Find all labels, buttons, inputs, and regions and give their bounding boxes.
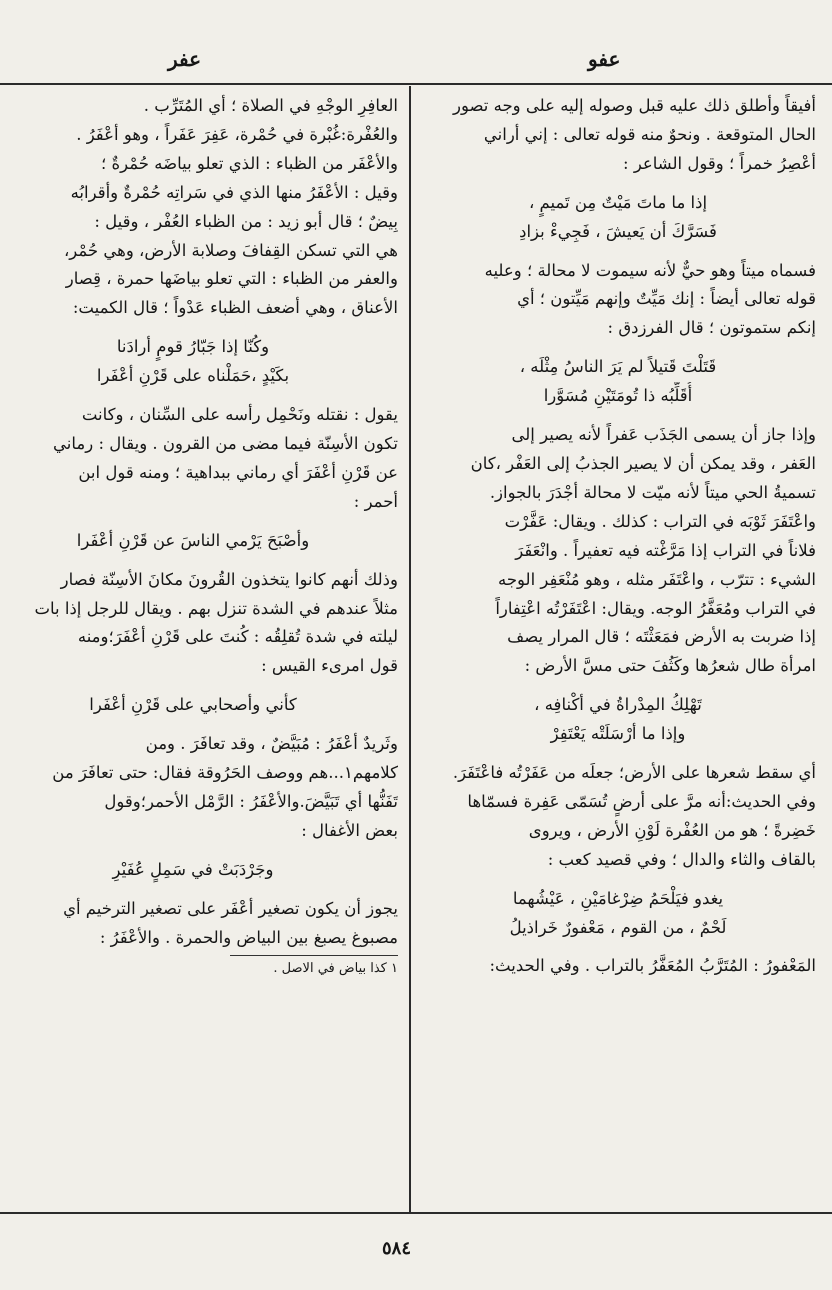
text-line: فسماه ميتاً وهو حيٌّ لأنه سيموت لا محالة ؛ وعليه	[484, 260, 816, 280]
text-line: بعض الأغفال :	[301, 820, 398, 840]
verse-line: أُقَلِّبُه ذا تُومَتَيْنِ مُسَوَّرا	[543, 386, 693, 406]
footnote-rule	[230, 955, 398, 956]
text-line: إنكم ستموتون ؛ قال الفرزدق :	[607, 318, 816, 338]
verse-line: لَحْمٌ ، من القوم ، مَعْفورٌ خَراذيلُ	[509, 917, 727, 937]
text-line: تسميةُ الحي ميتاً لأنه ميّت لا محالة أجْدَرَ بالجواز.	[489, 482, 816, 502]
text-line: هي التي تسكن القِفافَ وصلابة الأرض، وهي حُمْر،	[63, 240, 398, 260]
verse-line: تَهْلِكُ المِدْراةُ في أكْنافِه ،	[534, 695, 702, 715]
verse-line: وكُنّا إذا جَبّارُ قومٍ أرادَنا	[116, 337, 270, 357]
verse-line: كأني وأصحابي على قَرْنِ أعْفَرا	[89, 695, 297, 715]
text-line: والعُفْرة:غُبْرة في حُمْرة، عَفِرَ عَفَراً ، وهو أعْفَرُ .	[76, 124, 398, 144]
text-line: وإذا جاز أن يسمى الجَذَب عَفراً لأنه يصير إلى	[511, 425, 816, 445]
text-line: يقول : نقتله ونَحْمِل رأسه على السِّنان ، وكانت	[81, 405, 398, 425]
text-line: بِيضٌ ؛ قال أبو زيد : من الظباء العُفْر ، وقيل :	[94, 211, 398, 231]
text-line: العافِرِ الوجْهِ في الصلاة ؛ أي المُتَرِّب .	[143, 96, 398, 115]
text-line: وفي الحديث:أنه مرَّ على أرضٍ تُسَمّى عَفِرة فسمّاها	[467, 791, 816, 811]
text-line: فلاناً في التراب إذا مَرَّغْته فيه تعفيراً . وانْعَفَرَ	[515, 540, 816, 560]
footer-rule	[0, 1212, 832, 1214]
text-line: أعْصِرُ خمراً ؛ وقول الشاعر :	[623, 153, 816, 173]
text-line: وقيل : الأعْفَرُ منها الذي في سَراتِه حُمْرةٌ وأقرابُه	[70, 182, 398, 202]
text-line: مصبوغ يصبغ بين البياض والحمرة . والأعْفَرُ :	[99, 927, 398, 947]
verse-line: يغدو فيَلْحَمُ ضِرْغامَيْنِ ، عَيْشُهما	[512, 888, 724, 908]
verse-line: وجَرْدَبَتْ في سَمِلٍ عُفَيْرِ	[112, 859, 274, 879]
footnote: ١ كذا بياض في الاصل .	[273, 961, 398, 977]
text-line: أي سقط شعرها على الأرض؛ جعلَه من عَفَرْتُه فاعْتَفَرَ.	[452, 763, 816, 783]
verse-line: إذا ما ماتَ مَيْتٌ مِن تَميمٍ ،	[528, 192, 708, 212]
text-line: قوله تعالى أيضاً : إنك مَيِّتٌ وإنهم مَيِّتون ؛ أي	[517, 289, 816, 309]
left-column	[0, 92, 398, 1204]
header-rule	[0, 83, 832, 85]
text-line: كلامهم١...هم ووصف الحَرُوقة فقال: حتى تعافَرَ من	[52, 763, 398, 783]
text-line: خَضِرةً ؛ هو من العُفْرة لَوْنِ الأرض ، ويروى	[528, 820, 816, 840]
text-line: الحال المتوقعة . ونحوٌ منه قوله تعالى : إني أراني	[483, 124, 816, 144]
text-line: أفيقاً وأطلق ذلك عليه قبل وصوله إليه على وجه تصور	[453, 96, 816, 115]
text-line: قول امرىء القيس :	[261, 656, 398, 676]
text-line: العَفر ، وقد يمكن أن لا يصير الجذبُ إلى العَفْر ،كان	[470, 453, 816, 473]
text-line: إذا ضربت به الأرض فمَعَثْتَه ؛ قال المرار يصف	[507, 627, 816, 647]
text-line: أحمر :	[353, 491, 398, 511]
text-line: يجوز أن يكون تصغير أعْفَر على تصغير الترخيم أي	[63, 898, 398, 918]
text-line: امرأة طال شعرُها وكَثُفَ حتى مسَّ الأرض :	[524, 656, 816, 676]
verse-line: فَسَرَّكَ أن يَعيشَ ، فَجِيءْ بزادِ	[519, 221, 717, 241]
text-line: والأعْفَر من الظباء : الذي تعلو بياضَه حُمْرةٌ ؛	[101, 153, 398, 173]
running-header-right: عفو	[588, 47, 621, 71]
text-line: بالقاف والثاء والدال ؛ وفي قصيد كعب :	[547, 849, 816, 869]
text-line: مثلاً عندهم في الشدة تنزل بهم . ويقال للرجل إذا بات	[34, 598, 398, 618]
running-header-left: عفر	[168, 47, 202, 71]
text-line: الأعناق ، وهي أضعف الظباء عَدْواً ؛ قال الكميت:	[72, 298, 398, 318]
verse-line: قَتَلْتَ قَتيلاً لم يَرَ الناسُ مِثْلَه ،	[519, 357, 717, 377]
text-line: تَفَنُّها أي تَبَيَّضَ.والأعْفَرُ : الرَّمْل الأحمر؛وقول	[104, 791, 398, 811]
text-line: تكون الأسِنّة فيما مضى من القرون . ويقال : رماني	[53, 433, 398, 453]
text-line: واعْتَفَرَ ثَوْبَه في التراب : كذلك . ويقال: عَفَّرْت	[504, 511, 816, 531]
right-column	[420, 92, 816, 1204]
text-line: عن قَرْنِ أعْفَرَ أي رماني ببداهية ؛ ومنه قول ابن	[78, 462, 398, 482]
text-line: في التراب ومُعَفَّرُ الوجه. ويقال: اعْتَفَرْتُه اعْتِفاراً	[495, 598, 816, 618]
text-line: ليلته في شدة تُقلِقُه : كُنتَ على قَرْنِ أعْفَرَ؛ومنه	[77, 627, 398, 647]
text-line: الشيء : تترّب ، واعْتَفَر مثله ، وهو مُنْعَفِر الوجه	[497, 569, 816, 589]
text-line: المَعْفورُ : المُتَرَّبُ المُعَفَّرُ بالتراب . وفي الحديث:	[489, 956, 816, 976]
text-line: وثَريدٌ أعْفَرُ : مُبَيَّضٌ ، وقد تعافَرَ . ومن	[145, 734, 398, 754]
verse-line: وأصْبَحَ يَرْمي الناسَ عن قَرْنِ أعْفَرا	[76, 530, 310, 550]
verse-line: بكَيْدٍ ،حَمَلْناه على قَرْنِ أعْفَرا	[96, 366, 290, 386]
column-divider	[409, 86, 411, 1212]
text-line: وذلك أنهم كانوا يتخذون القُرونَ مكانَ الأسِنّة فصار	[60, 569, 398, 589]
verse-line: وإذا ما أرْسَلَتْه يَعْتَفِرْ	[550, 724, 686, 744]
page-number: ٥٨٤	[382, 1238, 412, 1259]
text-line: والعفر من الظباء : التي تعلو بياضَها حمرة ، قِصار	[65, 269, 398, 289]
